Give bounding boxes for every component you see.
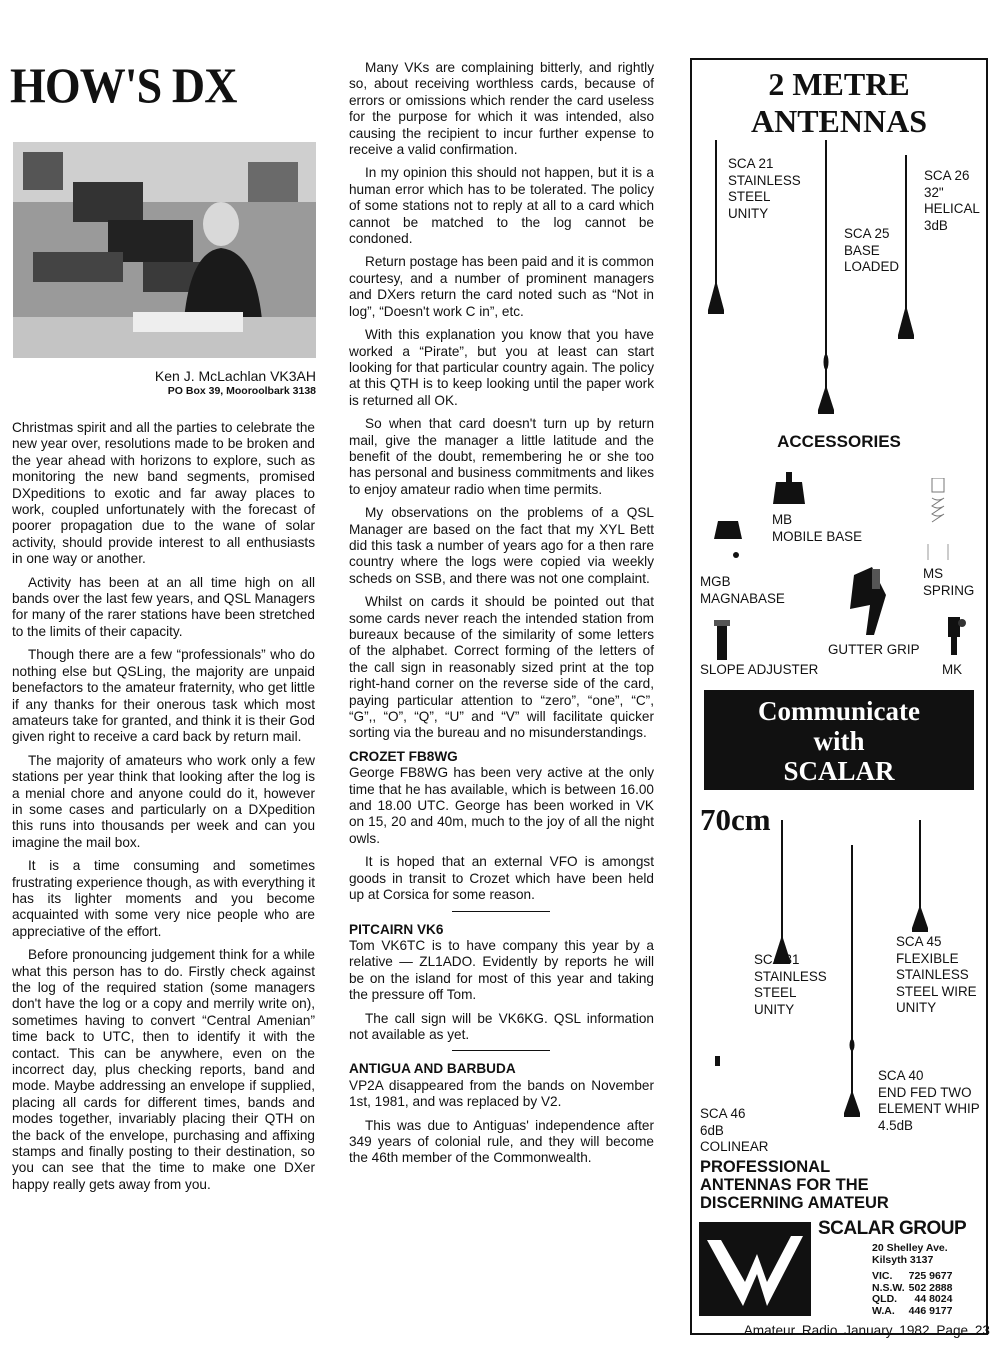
banner-line: with xyxy=(813,726,865,756)
paragraph: In my opinion this should not happen, but it is a human error which has to be tolerated. The policy of some stations not to reply at all to a card which cannot be matched to the log cannot be condoned. xyxy=(349,165,654,247)
page-number: Page 23 xyxy=(936,1323,990,1338)
label-slope-adjuster: SLOPE ADJUSTER xyxy=(700,662,819,677)
author-photo xyxy=(13,142,316,358)
magnabase-icon xyxy=(712,515,746,567)
phone-number: 502 2888 xyxy=(908,1281,953,1294)
accessories-title: ACCESSORIES xyxy=(777,432,901,451)
paragraph: Whilst on cards it should be pointed out that some cards never reach the intended station from bureaux because of the similarity of some letters of the alphabet. Correct forming of the letters of the call sign in reasonably sized print at the top right-hand corner on the reverse side of the card, paying particular attention to “zero”, “one”, “C”, “G”,, “O”, “Q”, “U” and “V” will facilitate quicker sorting via the bureau and no misunderstandings. xyxy=(349,594,654,741)
author-name: Ken J. McLachlan VK3AH xyxy=(154,368,316,384)
label-gutter-grip: GUTTER GRIP xyxy=(828,642,920,657)
publication-name: Amateur Radio xyxy=(743,1323,838,1338)
antenna-sca46-icon xyxy=(710,1054,726,1068)
phone-number: 725 9677 xyxy=(908,1270,953,1282)
paragraph: The majority of amateurs who work only a few stations per year think that looking after the log is a menial chore and anyone could do it, however in some cases and particularly on a DXpedition this runs into thousands per week and can you imagine the mail box. xyxy=(12,752,315,850)
phone-state: QLD. xyxy=(872,1293,898,1305)
phone-row xyxy=(872,1294,952,1306)
label-sca21: SCA 21 STAINLESS STEEL UNITY xyxy=(728,156,801,221)
phone-number: 44 8024 xyxy=(914,1293,953,1305)
label-sca25: SCA 25 BASE LOADED xyxy=(844,226,900,274)
label-mk: MK xyxy=(942,662,963,677)
slope-adjuster-icon xyxy=(712,618,734,664)
banner-line: SCALAR xyxy=(783,756,895,786)
label-mobile-base: MB MOBILE BASE xyxy=(772,512,863,544)
ad-tagline xyxy=(700,1158,889,1212)
photo-caption xyxy=(13,368,316,398)
label-sca45: SCA 45 FLEXIBLE STAINLESS STEEL WIRE UNITY xyxy=(896,934,977,1015)
antenna-sca40-icon xyxy=(842,845,872,1125)
mobile-base-icon xyxy=(772,470,806,510)
phone-row xyxy=(872,1306,952,1318)
phone-row xyxy=(872,1271,952,1283)
antenna-sca25-icon xyxy=(816,140,846,420)
company-name: SCALAR GROUP xyxy=(818,1218,967,1239)
antenna-sca45-icon xyxy=(910,820,940,940)
phone-list xyxy=(872,1271,952,1317)
paragraph: This was due to Antiguas' independence after 349 years of colonial rule, and they will become the 46th member of the Commonwealth. xyxy=(349,1117,654,1166)
article-title: HOW'S DX xyxy=(10,57,237,113)
article-column-1 xyxy=(12,420,315,1200)
band-70cm-heading: 70cm xyxy=(700,802,771,837)
paragraph: Return postage has been paid and it is common courtesy, and a number of prominent managers and DXers return the card noted such as “Not in log”, “Doesn't work C in”, etc. xyxy=(349,254,654,319)
label-sca26: SCA 26 32" HELICAL 3dB xyxy=(924,168,980,233)
article-column-2 xyxy=(349,60,654,1174)
spring-icon xyxy=(922,478,954,560)
author-address: PO Box 39, Mooroolbark 3138 xyxy=(167,385,316,397)
paragraph: So when that card doesn't turn up by return mail, give the manager a little latitude and the benefit of the doubt, remembering he or she too has personal and business commitments and likes to enjoy amateur radio when time permits. xyxy=(349,416,654,497)
phone-state: N.S.W. xyxy=(872,1281,905,1294)
scalar-logo-icon xyxy=(699,1222,811,1316)
section-divider xyxy=(452,1050,550,1051)
tagline-line: ANTENNAS FOR THE xyxy=(700,1176,869,1194)
banner-line: Communicate xyxy=(758,696,920,726)
paragraph: My observations on the problems of a QSL Manager are based on the fact that my XYL Bett did this task a number of years ago for a then rare country where the logs were copied via weekly scheds on SSB, and there was not one complaint. xyxy=(349,505,654,586)
tagline-line: PROFESSIONAL xyxy=(700,1158,831,1176)
antenna-sca31-icon xyxy=(772,820,802,970)
address-line: Kilsyth 3137 xyxy=(872,1254,934,1266)
paragraph: Activity has been at an all time high on all bands over the last few years, and QSL Managers for many of the rarer stations have been stretched to the limits of their capacity. xyxy=(12,574,315,639)
paragraph: It is hoped that an external VFO is amongst goods in transit to Crozet which have been held up at Corsica for some reason. xyxy=(349,854,654,903)
paragraph: Though there are a few “professionals” who do nothing else but QSLing, the majority are unpaid benefactors to the amateur fraternity, who get little if any thanks for their onerous task which most amateurs take for granted, and think it is their God given right to receive a card back by return mail. xyxy=(12,647,315,745)
issue-date: January 1982 xyxy=(844,1323,930,1338)
label-sca46: SCA 46 6dB COLINEAR xyxy=(700,1106,769,1154)
section-heading-antigua: ANTIGUA AND BARBUDA xyxy=(349,1061,516,1077)
company-address xyxy=(872,1242,948,1266)
label-sca31: SCA 31 STAINLESS STEEL UNITY xyxy=(754,952,827,1017)
mk-icon xyxy=(942,615,968,659)
paragraph: Tom VK6TC is to have company this year by a relative — ZL1ADO. Evidently by reports he will be on the island for most of this year and taking the pressure off Tom. xyxy=(349,937,654,1003)
address-line: 20 Shelley Ave. xyxy=(872,1242,948,1254)
section-divider xyxy=(452,911,550,912)
paragraph: Many VKs are complaining bitterly, and rightly so, about receiving worthless cards, because of errors or omissions which render the card useless for the purpose for which it was intended, also causing the recipient to incur further expense to receive a valid confirmation. xyxy=(349,60,654,158)
label-sca40: SCA 40 END FED TWO ELEMENT WHIP 4.5dB xyxy=(878,1068,980,1133)
section-heading-crozet: CROZET FB8WG xyxy=(349,748,458,764)
section-heading-pitcairn: PITCAIRN VK6 xyxy=(349,921,444,937)
phone-state: VIC. xyxy=(872,1270,893,1282)
gutter-grip-icon xyxy=(844,565,894,645)
tagline-line: DISCERNING AMATEUR xyxy=(700,1194,889,1212)
paragraph: Christmas spirit and all the parties to celebrate the new year over, resolutions made to be broken and the year ahead with horizons to explore, such as monitoring the new band segments, promised DXpeditions to exotic and far away places to work, coupled unfortunately with the forecast of poorer propagation due to the wane of solar activity, should provide interest to all enthusiasts in one way or another. xyxy=(12,420,315,567)
label-magnabase: MGB MAGNABASE xyxy=(700,574,785,606)
ad-headline: 2 METRE ANTENNAS xyxy=(750,66,928,139)
phone-number: 446 9177 xyxy=(908,1304,953,1317)
phone-state: W.A. xyxy=(872,1304,895,1317)
paragraph: The call sign will be VK6KG. QSL information not available as yet. xyxy=(349,1010,654,1042)
communicate-banner xyxy=(704,690,974,790)
paragraph: Before pronouncing judgement think for a while what this person has to do. Firstly check against the log of the required station (some managers don't have the log or a copy and merrily write on), sometimes having to convert “Central Amenian” time back to UTC, then to identify it with the contact. This can be anywhere, even on the incorrect day, plus checking reports, band and mode. Maybe addressing an envelope if supplied, placing all cards for different times, bands and modes together, invariably placing their QTH on the back of the envelope, purchasing and affixing stamps and finally posting to their destination, so you can see that the time to make one DXer happy really gets away from you. xyxy=(12,947,315,1192)
paragraph: VP2A disappeared from the bands on November 1st, 1981, and was replaced by V2. xyxy=(349,1077,654,1110)
paragraph: It is a time consuming and sometimes frustrating experience though, as with everything it has its lighter moments and you become acquainted with some very nice people who are appreciative of the effort. xyxy=(12,858,316,939)
page-footer xyxy=(670,1323,990,1338)
paragraph: With this explanation you know that you have worked a “Pirate”, but you at least can start looking for that particular country again. The policy at this QTH is to keep looking until the paper work is returned all OK. xyxy=(349,327,654,408)
paragraph: George FB8WG has been very active at the only time that he has available, which is between 16.00 and 18.00 UTC. George has been worked in VK on 15, 20 and 40m, much to the joy of all the night owls. xyxy=(349,765,654,846)
antenna-sca26-icon xyxy=(896,155,926,345)
label-spring: MS SPRING xyxy=(923,566,975,598)
scalar-advertisement xyxy=(690,58,988,1335)
